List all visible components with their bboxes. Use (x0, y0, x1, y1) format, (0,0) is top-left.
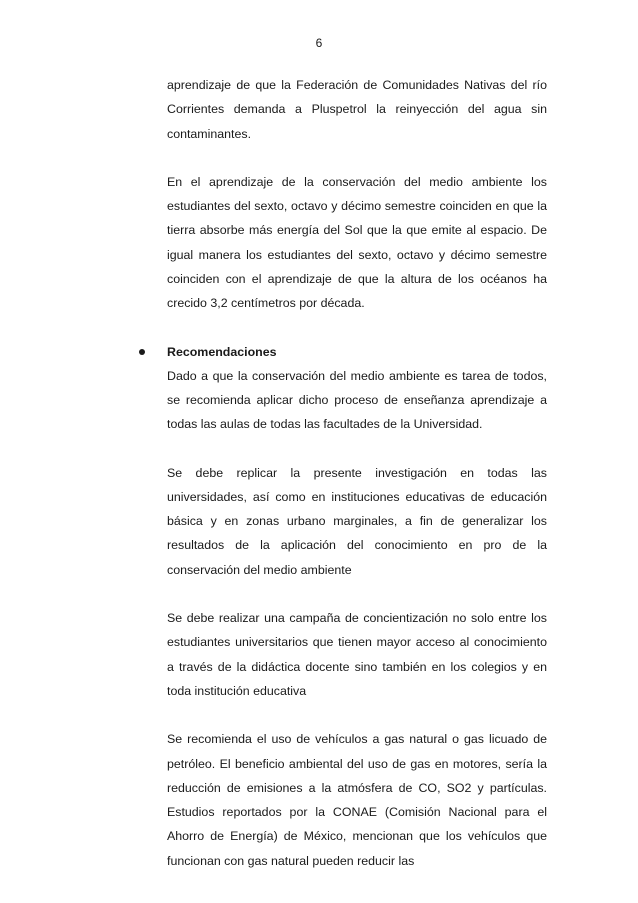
recommendations-heading-label: Recomendaciones (167, 344, 277, 359)
paragraph-conservation-learning: En el aprendizaje de la conservación del medio ambiente los estudiantes del sexto, octavo y décimo semestre coinciden en que la tierra absorbe más energía del Sol que la que emite al espacio. De igual manera los estudiantes del sexto, octavo y décimo semestre coinciden con el aprendizaje de que la altura de los océanos ha crecido 3,2 centímetros por década. (167, 174, 547, 311)
document-body (167, 73, 547, 873)
recommendation-paragraph: Dado a que la conservación del medio ambiente es tarea de todos, se recomienda aplicar dicho proceso de enseñanza aprendizaje a todas las aulas de todas las facultades de la Universidad. (167, 368, 547, 432)
paragraph-nativas: aprendizaje de que la Federación de Comunidades Nativas del río Corrientes demanda a Pluspetrol la reinyección del agua sin contaminantes. (167, 78, 547, 141)
recommendation-paragraph: Se debe realizar una campaña de concientización no solo entre los estudiantes universitarios que tienen mayor acceso al conocimiento a través de la didáctica docente sino también en los colegios y en toda institución educativa (167, 611, 547, 698)
bullet-icon (139, 349, 145, 355)
recommendation-paragraph: Se recomienda el uso de vehículos a gas natural o gas licuado de petróleo. El beneficio ambiental del uso de gas en motores, sería la reducción de emisiones a la atmósfera de CO, SO2 y partículas. Estudios reportados por la CONAE (Comisión Nacional para el Ahorro de Energía) de México, mencionan que los vehículos que funcionan con gas natural pueden reducir las (167, 732, 547, 868)
recommendations-heading (167, 340, 547, 364)
page-number: 6 (315, 36, 323, 50)
recommendation-paragraph: Se debe replicar la presente investigación en todas las universidades, así como en instituciones educativas de educación básica y en zonas urbano marginales, a fin de generalizar los resultados de la aplicación del conocimiento en pro de la conservación del medio ambiente (167, 465, 547, 577)
